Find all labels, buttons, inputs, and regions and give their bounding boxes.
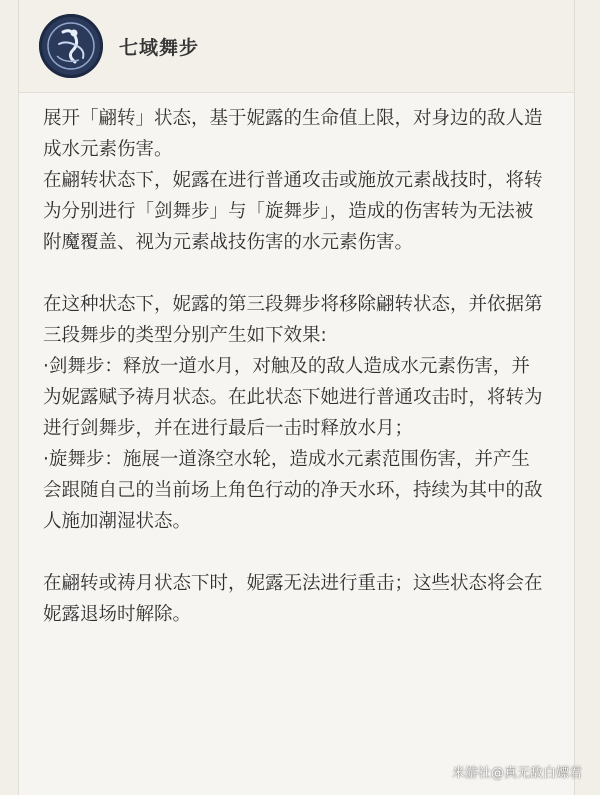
skill-card	[18, 0, 575, 795]
description-paragraph: 在翩转或祷月状态下时，妮露无法进行重击；这些状态将会在妮露退场时解除。	[43, 573, 543, 625]
paragraph-gap	[43, 537, 548, 568]
paragraph-gap	[43, 258, 548, 289]
skill-header	[19, 0, 574, 93]
skill-description	[19, 93, 574, 630]
description-paragraph: 在翩转状态下，妮露在进行普通攻击或施放元素战技时，将转为分别进行「剑舞步」与「旋舞步」，造成的伤害转为无法被附魔覆盖、视为元素战技伤害的水元素伤害。	[43, 170, 543, 253]
description-paragraph: ·旋舞步：施展一道涤空水轮，造成水元素范围伤害，并产生会跟随自己的当前场上角色行动的净天水环，持续为其中的敌人施加潮湿状态。	[43, 449, 543, 532]
dancer-skill-icon	[39, 14, 103, 78]
watermark: 米游社@真无敌白嫖君	[451, 766, 582, 781]
description-paragraph: ·剑舞步：释放一道水月，对触及的敌人造成水元素伤害，并为妮露赋予祷月状态。在此状态下她进行普通攻击时，将转为进行剑舞步，并在进行最后一击时释放水月；	[43, 356, 543, 439]
skill-title: 七域舞步	[119, 36, 200, 59]
description-paragraph: 展开「翩转」状态，基于妮露的生命值上限，对身边的敌人造成水元素伤害。	[43, 108, 543, 160]
description-paragraph: 在这种状态下，妮露的第三段舞步将移除翩转状态，并依据第三段舞步的类型分别产生如下效果:	[43, 294, 543, 346]
